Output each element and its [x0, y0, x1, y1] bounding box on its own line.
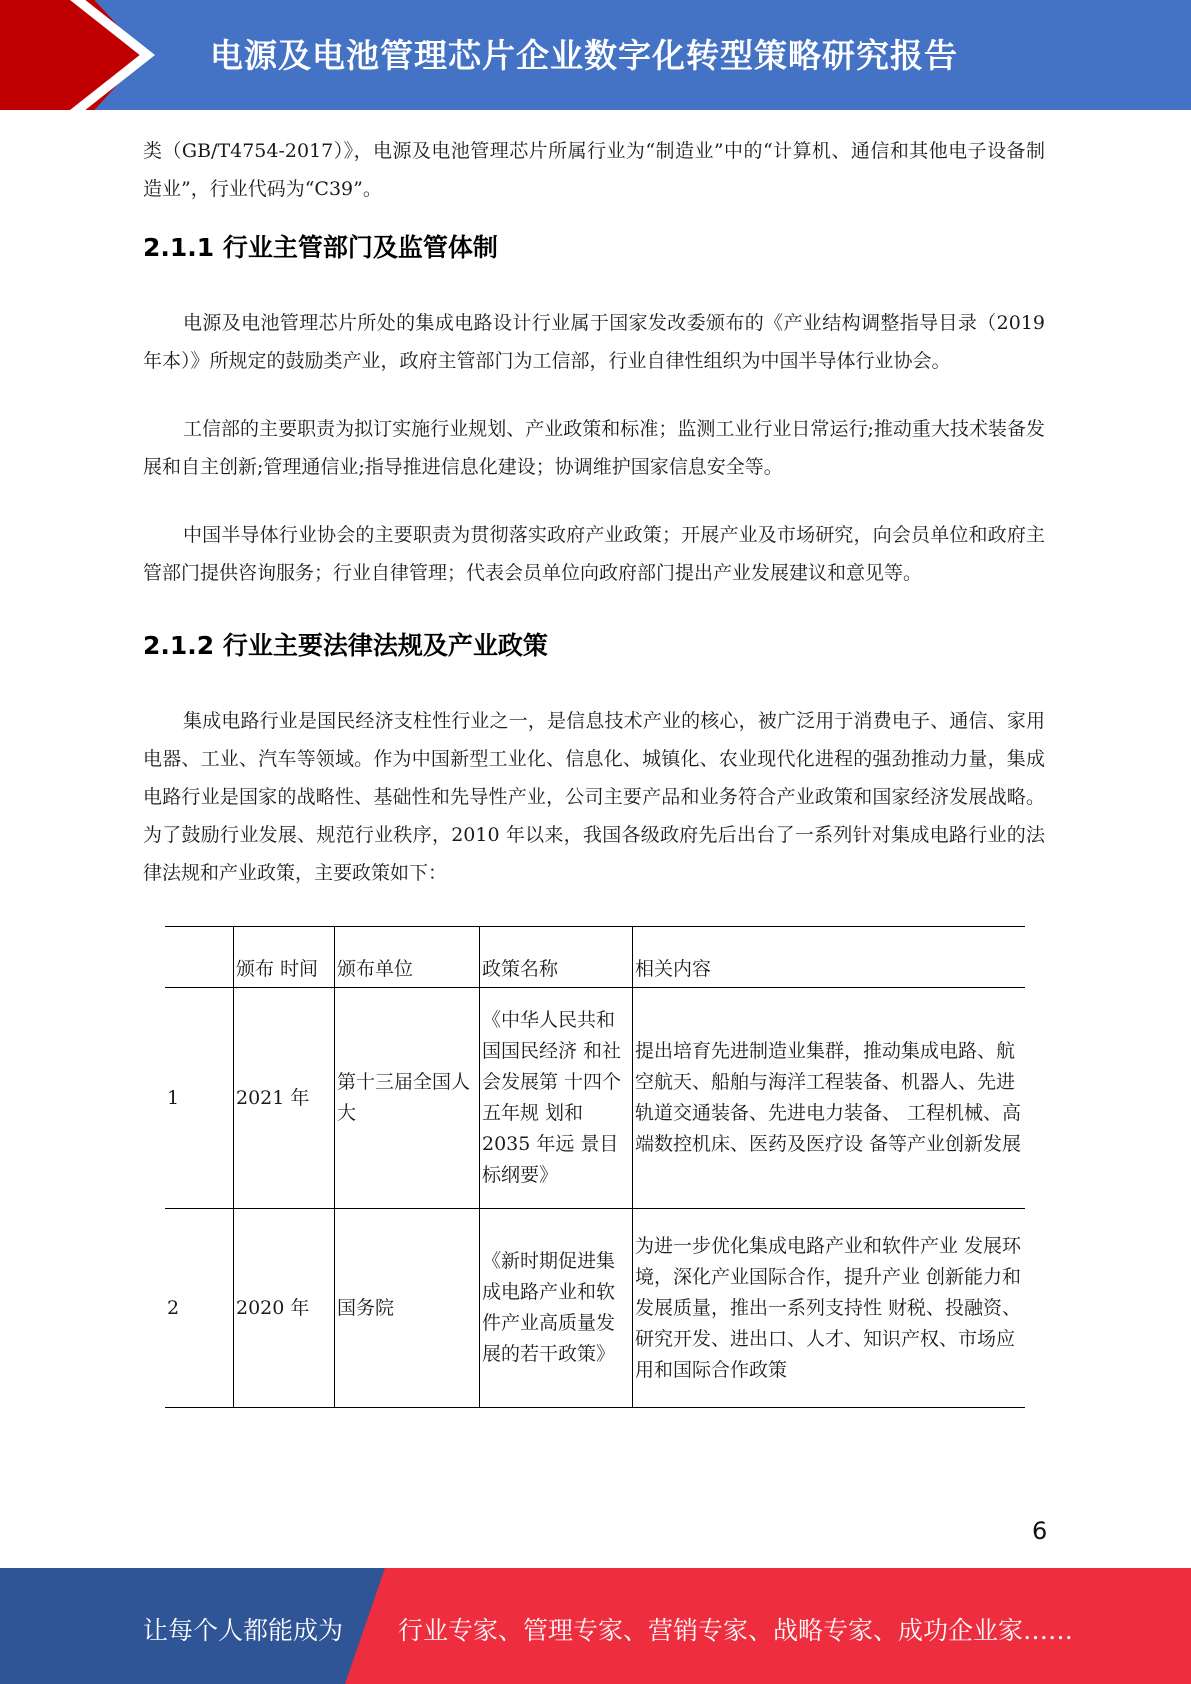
cell-unit: 第十三届全国人大: [335, 988, 480, 1209]
policy-table: [165, 926, 1025, 1408]
cell-no: 1: [165, 988, 234, 1209]
page-number: 6: [1032, 1517, 1048, 1545]
cell-unit: 国务院: [335, 1209, 480, 1408]
cell-content: 为进一步优化集成电路产业和软件产业 发展环境，深化产业国际合作，提升产业 创新能力和发展质量，推出一系列支持性 财税、投融资、研究开发、进出口、人才、知识产权、市场应用和国际合作政策: [633, 1209, 1026, 1408]
cell-time: 2021 年: [234, 988, 335, 1209]
cell-no: 2: [165, 1209, 234, 1408]
regulator-paragraph: 电源及电池管理芯片所处的集成电路设计行业属于国家发改委颁布的《产业结构调整指导目录（2019 年本）》所规定的鼓励类产业，政府主管部门为工信部，行业自律性组织为中国半导体行业协会。: [143, 312, 1045, 372]
report-header-banner: [0, 0, 1191, 110]
header-unit: 颁布单位: [335, 927, 480, 988]
header-no: [165, 927, 234, 988]
page-body: [143, 132, 1045, 1408]
section-heading-2-1-2: 2.1.2 行业主要法律法规及产业政策: [143, 631, 548, 660]
cell-content: 提出培育先进制造业集群，推动集成电路、航空航天、船舶与海洋工程装备、机器人、先进轨道交通装备、先进电力装备、 工程机械、高端数控机床、医药及医疗设 备等产业创新发展: [633, 988, 1026, 1209]
header-policy-name: 政策名称: [480, 927, 633, 988]
report-title: 电源及电池管理芯片企业数字化转型策略研究报告: [210, 36, 958, 75]
footer-banner: [0, 1568, 1191, 1684]
section-heading-2-1-1: 2.1.1 行业主管部门及监管体制: [143, 233, 498, 262]
cell-policy-name: 《中华人民共和国国民经济 和社会发展第 十四个五年规 划和 2035 年远 景目标纲要》: [480, 988, 633, 1209]
cell-time: 2020 年: [234, 1209, 335, 1408]
header-content: 相关内容: [633, 927, 1026, 988]
footer-slogan-right: 行业专家、管理专家、营销专家、战略专家、成功企业家……: [398, 1616, 1074, 1645]
table-row: [165, 988, 1025, 1209]
header-red-chevron: [0, 0, 145, 110]
footer-slogan-left: 让每个人都能成为: [143, 1616, 344, 1645]
table-row: [165, 1209, 1025, 1408]
header-time: 颁布 时间: [234, 927, 335, 988]
miit-duties-paragraph: 工信部的主要职责为拟订实施行业规划、产业政策和标准；监测工业行业日常运行;推动重大技术装备发展和自主创新;管理通信业;指导推进信息化建设；协调维护国家信息安全等。: [143, 418, 1045, 478]
cell-policy-name: 《新时期促进集成电路产业和软件产业高质量发展的若干政策》: [480, 1209, 633, 1408]
ic-industry-paragraph: 集成电路行业是国民经济支柱性行业之一，是信息技术产业的核心，被广泛用于消费电子、通信、家用电器、工业、汽车等领域。作为中国新型工业化、信息化、城镇化、农业现代化进程的强劲推动力量，集成电路行业是国家的战略性、基础性和先导性产业，公司主要产品和业务符合产业政策和国家经济发展战略。为了鼓励行业发展、规范行业秩序，2010 年以来，我国各级政府先后出台了一系列针对集成电路行业的法律法规和产业政策，主要政策如下：: [143, 710, 1045, 884]
csia-duties-paragraph: 中国半导体行业协会的主要职责为贯彻落实政府产业政策；开展产业及市场研究，向会员单位和政府主管部门提供咨询服务；行业自律管理；代表会员单位向政府部门提出产业发展建议和意见等。: [143, 524, 1045, 584]
continuation-paragraph: 类（GB/T4754-2017）》，电源及电池管理芯片所属行业为“制造业”中的“计算机、通信和其他电子设备制造业”，行业代码为“C39”。: [143, 140, 1045, 200]
table-header-row: [165, 927, 1025, 988]
